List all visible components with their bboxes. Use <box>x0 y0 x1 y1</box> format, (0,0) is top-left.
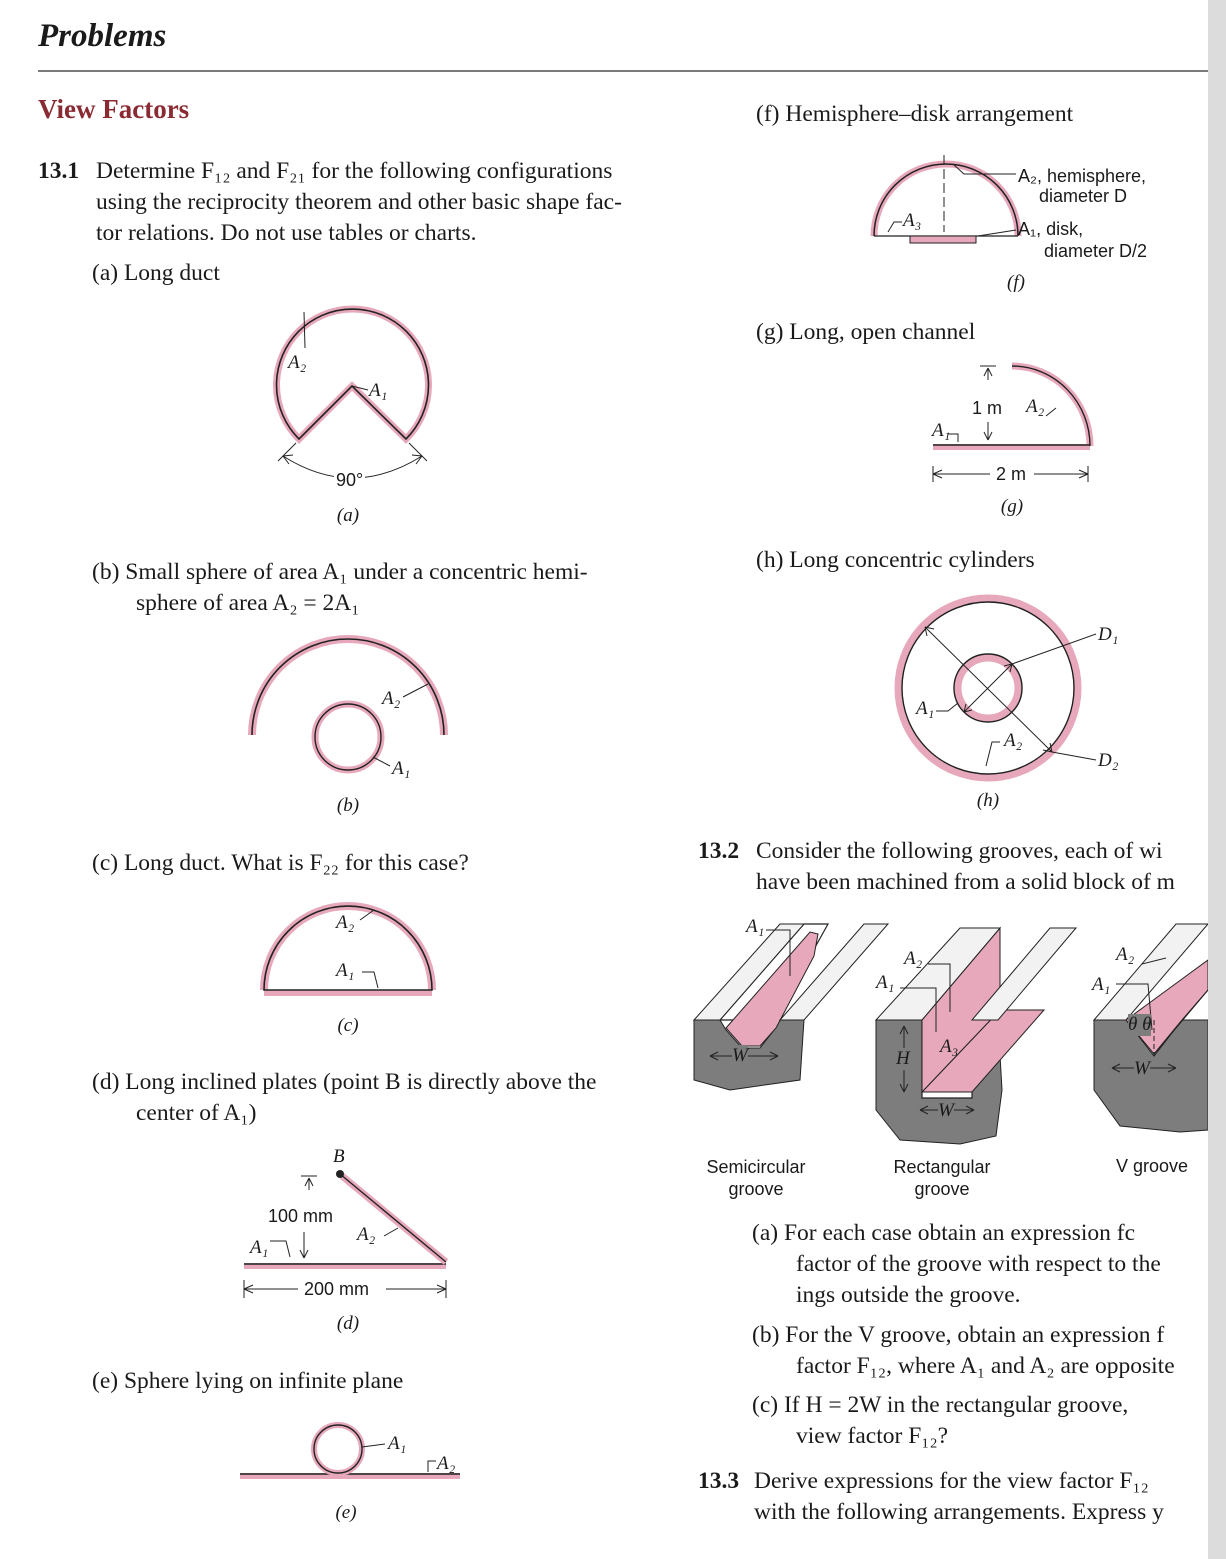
label-a1: A₁ <box>1092 974 1111 995</box>
figure-caption-e: (e) <box>335 1502 357 1523</box>
text-line: factor of the groove with respect to the <box>796 1251 1161 1277</box>
problem-number: 13.1 <box>38 158 80 184</box>
label-a2: A₂ <box>904 948 923 969</box>
width-label: 200 mm <box>304 1279 370 1299</box>
callout-line: A₂, hemisphere, <box>1018 166 1147 186</box>
text-line: factor F₁₂, where A₁ and A₂ are opposite <box>796 1353 1175 1379</box>
caption-rectangular <box>886 1156 998 1200</box>
text-line: ings outside the groove. <box>796 1282 1021 1308</box>
chapter-title: Problems <box>38 18 167 54</box>
problem-13-3 <box>698 1466 1208 1528</box>
callout-line: diameter D/2 <box>1044 241 1148 261</box>
problem-text-line: tor relations. Do not use tables or charts. <box>96 220 477 246</box>
figure-caption-c: (c) <box>337 1015 359 1036</box>
height-label: 100 mm <box>268 1206 334 1226</box>
label-a3: A₃ <box>940 1036 959 1057</box>
problem-text-line: using the reciprocity theorem and other basic shape fac- <box>96 189 622 215</box>
problem-text-line: have been machined from a solid block of m <box>756 869 1175 895</box>
figure-caption-g: (g) <box>1000 496 1024 517</box>
part-f-label: (f) Hemisphere–disk arrangement <box>756 101 1074 127</box>
callout-line: A₁, disk, <box>1018 219 1084 239</box>
section-title: View Factors <box>38 94 190 124</box>
label-line: (d) Long inclined plates (point B is directly above the <box>92 1069 597 1095</box>
label-h: H <box>896 1048 910 1069</box>
problem-text-line: Consider the following grooves, each of wi <box>756 838 1163 864</box>
label-a1: A₁ <box>746 916 765 937</box>
text-line: (a) For each case obtain an expression fc <box>752 1220 1136 1246</box>
problem-text-line: with the following arrangements. Express y <box>754 1499 1164 1525</box>
label-a1: A₁ <box>369 380 388 401</box>
label-line: (b) Small sphere of area A₁ under a concentric hemi- <box>92 559 588 585</box>
label-d2: D₂ <box>1098 750 1119 771</box>
label-a2: A₂ <box>437 1453 456 1474</box>
caption-line: Rectangular <box>893 1157 991 1177</box>
label-theta: θ θ <box>1128 1014 1152 1035</box>
point-b-label: B <box>333 1146 345 1167</box>
label-a3: A₃ <box>903 210 922 231</box>
label-a1: A₁ <box>916 698 935 719</box>
figure-caption-d: (d) <box>336 1313 360 1334</box>
label-w: W <box>732 1045 748 1066</box>
part-c-label: (c) Long duct. What is F₂₂ for this case? <box>92 850 469 876</box>
label-a1: A₁ <box>876 972 895 993</box>
label-a2: A₂ <box>288 352 307 373</box>
caption-semicircular <box>700 1156 812 1200</box>
part-h-label: (h) Long concentric cylinders <box>756 547 1035 573</box>
label-line: center of A₁) <box>136 1100 257 1126</box>
label-a2: A₂ <box>1116 944 1135 965</box>
label-a1: A₁ <box>250 1237 269 1258</box>
label-a2: A₂ <box>1026 396 1045 417</box>
label-a1: A₁ <box>932 420 951 441</box>
text-line: view factor F₁₂? <box>796 1423 949 1449</box>
text-line: (c) If H = 2W in the rectangular groove, <box>752 1392 1129 1418</box>
caption-line: groove <box>914 1179 970 1199</box>
label-a2: A₂ <box>357 1224 376 1245</box>
label-a2: A₂ <box>382 688 401 709</box>
width-label: 2 m <box>996 464 1027 484</box>
label-a1: A₁ <box>388 1433 407 1454</box>
text-line: (b) For the V groove, obtain an expression f <box>752 1322 1165 1348</box>
label-a2: A₂ <box>1004 730 1023 751</box>
part-13-2-a <box>752 1218 1208 1311</box>
angle-label: 90° <box>336 470 364 490</box>
label-line: sphere of area A₂ = 2A₁ <box>136 590 360 616</box>
label-a1: A₁ <box>336 960 355 981</box>
caption-line: Semicircular <box>706 1157 806 1177</box>
figure-caption-a: (a) <box>336 505 360 526</box>
label-w: W <box>1134 1058 1150 1079</box>
label-d1: D₁ <box>1098 624 1119 645</box>
label-a1: A₁ <box>392 758 411 779</box>
problem-text-line: Derive expressions for the view factor F₁₂ <box>754 1468 1149 1494</box>
height-label: 1 m <box>972 398 1003 418</box>
figure-caption-f: (f) <box>1007 272 1025 293</box>
problem-number: 13.3 <box>698 1468 740 1494</box>
part-e-label: (e) Sphere lying on infinite plane <box>92 1368 404 1394</box>
figure-caption-b: (b) <box>336 795 360 816</box>
label-a2: A₂ <box>336 912 355 933</box>
problem-text-line: Determine F₁₂ and F₂₁ for the following configurations <box>96 158 613 184</box>
figure-caption-h: (h) <box>976 790 1000 811</box>
caption-line: groove <box>728 1179 784 1199</box>
problem-number: 13.2 <box>698 838 740 864</box>
callout-line: diameter D <box>1039 186 1128 206</box>
part-g-label: (g) Long, open channel <box>756 319 976 345</box>
part-a-label: (a) Long duct <box>92 260 220 286</box>
label-w: W <box>938 1100 954 1121</box>
caption-v-groove: V groove <box>1116 1156 1189 1176</box>
part-13-2-b <box>752 1320 1208 1382</box>
part-13-2-c <box>752 1390 1208 1452</box>
page-edge <box>1208 0 1226 1559</box>
